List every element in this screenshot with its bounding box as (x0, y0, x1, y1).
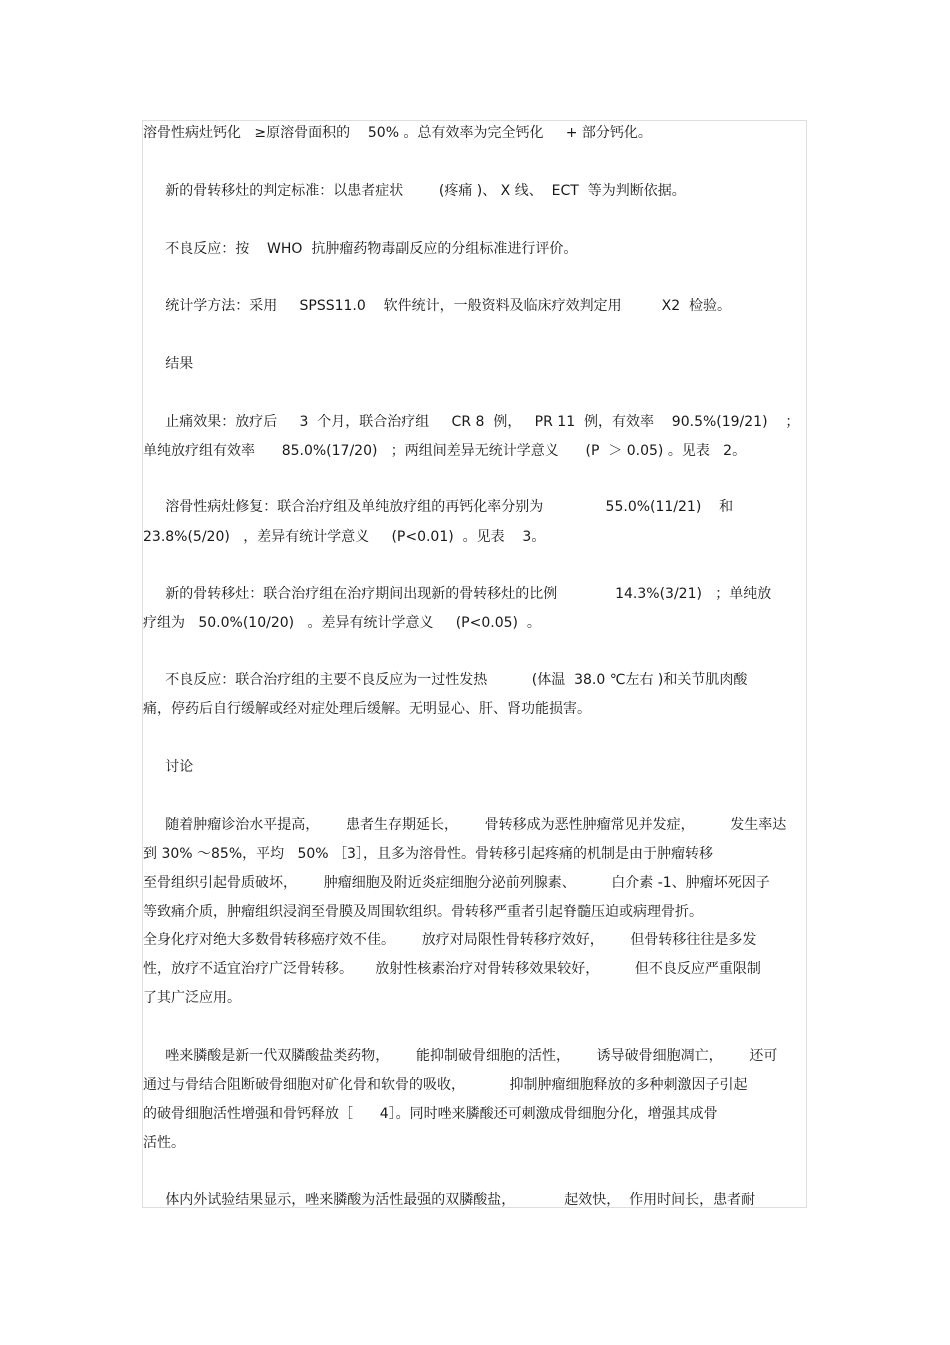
paragraph-line: 至骨组织引起骨质破坏， 肿瘤细胞及附近炎症细胞分泌前列腺素、 白介素 -1、肿瘤坏死因子 (143, 875, 770, 891)
paragraph-line: 新的骨转移灶的判定标准：以患者症状 (疼痛 )、 X 线、 ECT 等为判断依据。 (143, 183, 686, 199)
section-heading-results: 结果 (143, 356, 194, 372)
section-heading-discussion: 讨论 (143, 759, 194, 775)
paragraph-line: 的破骨细胞活性增强和骨钙释放［ 4］。同时唑来膦酸还可刺激成骨细胞分化，增强其成骨 (143, 1106, 718, 1122)
page-content-frame (142, 120, 807, 1208)
paragraph-line: 止痛效果：放疗后 3 个月，联合治疗组 CR 8 例， PR 11 例，有效率 90.5%(19/21) ； (143, 414, 800, 430)
paragraph-line: 不良反应：按 WHO 抗肿瘤药物毒副反应的分组标准进行评价。 (143, 241, 578, 257)
paragraph-line: 等致痛介质，肿瘤组织浸润至骨膜及周围软组织。骨转移严重者引起脊髓压迫或病理骨折。 (143, 904, 703, 920)
paragraph-line: 痛，停药后自行缓解或经对症处理后缓解。无明显心、肝、肾功能损害。 (143, 701, 591, 717)
paragraph-line: 了其广泛应用。 (143, 990, 241, 1006)
paragraph-line: 通过与骨结合阻断破骨细胞对矿化骨和软骨的吸收， 抑制肿瘤细胞释放的多种刺激因子引起 (143, 1077, 748, 1093)
paragraph-line: 体内外试验结果显示，唑来膦酸为活性最强的双膦酸盐， 起效快， 作用时间长，患者耐 (143, 1192, 756, 1208)
paragraph-line: 新的骨转移灶：联合治疗组在治疗期间出现新的骨转移灶的比例 14.3%(3/21) ；单纯放 (143, 586, 772, 602)
paragraph-line: 唑来膦酸是新一代双膦酸盐类药物， 能抑制破骨细胞的活性， 诱导破骨细胞凋亡， 还可 (143, 1048, 778, 1064)
paragraph-line: 单纯放疗组有效率 85.0%(17/20) ；两组间差异无统计学意义 (P ＞ 0.05) 。见表 2。 (143, 443, 747, 459)
paragraph-line: 统计学方法：采用 SPSS11.0 软件统计，一般资料及临床疗效判定用 X2 检验。 (143, 298, 732, 314)
paragraph-line: 23.8%(5/20) ，差异有统计学意义 (P<0.01) 。见表 3。 (143, 529, 546, 545)
paragraph-line: 性，放疗不适宜治疗广泛骨转移。 放射性核素治疗对骨转移效果较好， 但不良反应严重限制 (143, 961, 761, 977)
paragraph-line: 不良反应：联合治疗组的主要不良反应为一过性发热 (体温 38.0 ℃左右 )和关节肌肉酸 (143, 672, 748, 688)
paragraph-line: 疗组为 50.0%(10/20) 。差异有统计学意义 (P<0.05) 。 (143, 615, 541, 631)
paragraph-line: 随着肿瘤诊治水平提高， 患者生存期延长， 骨转移成为恶性肿瘤常见并发症， 发生率达 (143, 817, 787, 833)
paragraph-line: 活性。 (143, 1135, 185, 1151)
paragraph-line: 全身化疗对绝大多数骨转移癌疗效不佳。 放疗对局限性骨转移疗效好， 但骨转移往往是多发 (143, 932, 757, 948)
paragraph-line: 到 30% ～85%，平均 50% ［3］，且多为溶骨性。骨转移引起疼痛的机制是由于肿瘤转移 (143, 846, 713, 862)
paragraph-line: 溶骨性病灶修复：联合治疗组及单纯放疗组的再钙化率分别为 55.0%(11/21) 和 (143, 499, 734, 515)
paragraph-line: 溶骨性病灶钙化 ≥原溶骨面积的 50% 。总有效率为完全钙化 + 部分钙化。 (143, 125, 652, 141)
